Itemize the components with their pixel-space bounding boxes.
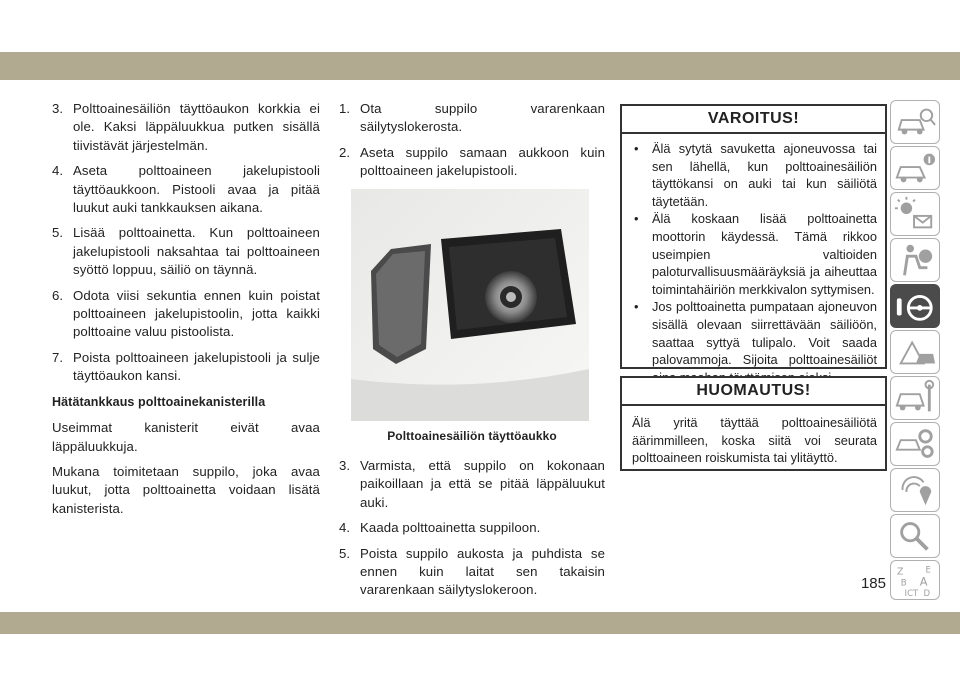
photo-caption: Polttoainesäiliön täyttöaukko <box>387 428 557 443</box>
page-number: 185 <box>860 575 886 592</box>
warning-title: VAROITUS! <box>622 106 885 134</box>
car-search-icon[interactable] <box>890 100 940 144</box>
index-letters-icon[interactable] <box>890 560 940 600</box>
car-info-icon[interactable] <box>890 146 940 190</box>
warning-bullet: • Älä koskaan lisää polttoainetta moottorin käydessä. Tämä rikkoo useimpien valtioiden paloturvallisuusmääräyksiä ja aiheuttaa toimintahäiriön merkkivalon syttymisen. <box>634 211 877 297</box>
top-band <box>0 52 960 80</box>
list-item: 4. Kaada polttoainetta suppiloon. <box>339 520 541 536</box>
warning-box <box>620 104 887 369</box>
warning-lights-icon[interactable] <box>890 192 940 236</box>
list-item: 2. Aseta suppilo samaan aukkoon kuin polttoaineen jakelupistooli. <box>339 144 605 179</box>
bottom-band <box>0 612 960 634</box>
warning-bullet: • Älä sytytä savuketta ajoneuvossa tai sen lähellä, kun polttoainesäiliön täyttökansi on auki tai kun säiliötä täytetään. <box>634 141 877 209</box>
svg-text:E: E <box>925 565 931 576</box>
list-item: 3. Polttoainesäiliön täyttöaukon korkkia ei ole. Kaksi läppäluukkua putken sisällä tiivistävät järjestelmän. <box>52 101 320 153</box>
middle-column <box>339 100 605 607</box>
notice-text: Älä yritä täyttää polttoainesäiliötä äärimmilleen, koska siitä voi seurata polttoaineen roiskumista tai ylitäyttö. <box>632 415 877 466</box>
search-icon[interactable] <box>890 514 940 558</box>
multimedia-icon[interactable] <box>890 468 940 512</box>
left-column <box>52 100 320 525</box>
car-service-icon[interactable] <box>890 376 940 420</box>
notice-title: HUOMAUTUS! <box>622 378 885 406</box>
list-item: 4. Aseta polttoaineen jakelupistooli täyttöaukkoon. Pistooli avaa ja pitää luukut auki tankkauksen aikana. <box>52 163 320 216</box>
svg-text:D: D <box>923 589 931 599</box>
list-item: 1. Ota suppilo vararenkaan säilytyslokerosta. <box>339 101 605 135</box>
list-item: 7. Poista polttoaineen jakelupistooli ja sulje täyttöaukon kansi. <box>52 349 320 384</box>
notice-box <box>620 376 887 471</box>
roadside-warning-icon[interactable] <box>890 330 940 374</box>
list-item: 5. Poista suppilo aukosta ja puhdista se ennen kuin laitat sen takaisin vararenkaan säilytyslokeroon. <box>339 545 605 598</box>
svg-text:Z: Z <box>896 566 904 578</box>
steering-wheel-icon[interactable] <box>890 284 940 328</box>
specifications-gears-icon[interactable] <box>890 422 940 466</box>
fuel-filler-door-photo <box>351 189 589 421</box>
list-item: 3. Varmista, että suppilo on kokonaan paikoillaan ja että se pitää läppäluukut auki. <box>339 458 605 510</box>
list-item: 5. Lisää polttoainetta. Kun polttoaineen jakelupistooli naksahtaa tai polttoaineen syöttö loppuu, säiliö on täynnä. <box>52 225 320 278</box>
airbag-person-icon[interactable] <box>890 238 940 282</box>
svg-text:ICT: ICT <box>904 589 919 599</box>
paragraph: Useimmat kanisterit eivät avaa läppäluukkuja. <box>52 420 320 454</box>
section-heading: Hätätankkaus polttoainekanisterilla <box>52 394 266 409</box>
warning-bullet: • Jos polttoainetta pumpataan ajoneuvon sisällä olevaan siirrettävään säiliöön, saattaa syttyä tulipalo. Voit saada palovammoja. Sijoita polttoainesäiliöt <box>634 299 877 368</box>
list-item: 6. Odota viisi sekuntia ennen kuin poistat polttoaineen jakelupistoolin, jotta kaikki polttoaine valuu pistoolista. <box>52 287 320 340</box>
svg-text:A: A <box>919 574 928 589</box>
paragraph: Mukana toimitetaan suppilo, joka avaa luukut, jotta polttoainetta voidaan lisätä kanisterista. <box>52 463 320 516</box>
svg-text:B: B <box>900 578 907 589</box>
